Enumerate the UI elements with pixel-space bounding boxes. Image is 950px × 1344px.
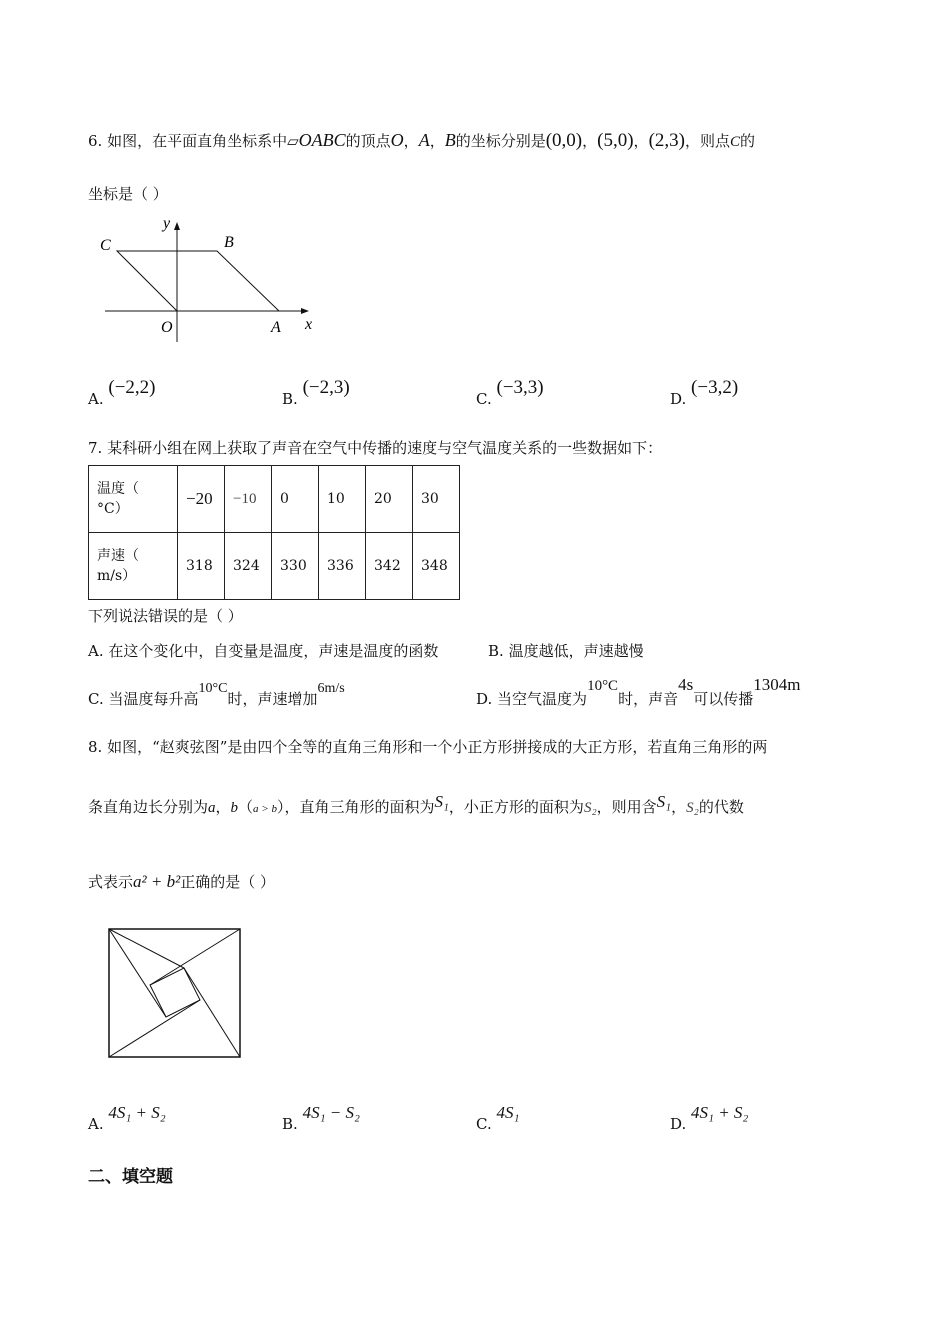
q6-coord-o: (0,0) bbox=[545, 130, 583, 151]
q8-s2: S₂ bbox=[583, 800, 597, 816]
triangle-edge bbox=[109, 929, 184, 968]
q8-option-b bbox=[282, 1103, 360, 1133]
table-cell: 20 bbox=[366, 466, 413, 533]
q6-coordinate-figure bbox=[95, 212, 335, 347]
q6-coord-b: (2,3) bbox=[648, 130, 685, 151]
table-cell: 348 bbox=[413, 533, 460, 600]
table-cell: 318 bbox=[178, 533, 225, 600]
q6-option-b bbox=[282, 377, 350, 408]
q7-number: 7. bbox=[88, 439, 103, 457]
q7-option-d-time: 4s bbox=[678, 675, 694, 694]
parallelogram-oabc bbox=[117, 251, 279, 311]
q8-line1 bbox=[88, 736, 767, 757]
q7-data-table bbox=[88, 465, 460, 600]
q8-paren-open: （ bbox=[238, 798, 254, 816]
q8-var-b: b bbox=[230, 800, 239, 816]
table-cell: 10 bbox=[319, 466, 366, 533]
table-cell: 342 bbox=[366, 533, 413, 600]
q6-stem-d: ，则点 bbox=[684, 132, 730, 150]
table-cell: 324 bbox=[225, 533, 272, 600]
label-a: A bbox=[271, 319, 281, 336]
q6-option-b-letter: B. bbox=[282, 390, 298, 408]
q8-line3-a: 式表示 bbox=[88, 873, 134, 891]
q6-comma1: ， bbox=[582, 132, 598, 150]
q8-line3-b: 正确的是（ ） bbox=[180, 873, 275, 891]
q7-option-d-part1: 当空气温度为 bbox=[497, 690, 588, 708]
q7-option-d-letter: D. bbox=[476, 690, 493, 708]
header-speed-l1: 声速（ bbox=[97, 548, 139, 564]
q8-comma: ， bbox=[215, 798, 231, 816]
q6-option-c bbox=[476, 377, 544, 408]
q7-question: 下列说法错误的是（ ） bbox=[88, 607, 243, 625]
q6-option-c-value: (−3,3) bbox=[496, 377, 544, 398]
x-axis-arrow-icon bbox=[301, 308, 309, 314]
label-b: B bbox=[224, 234, 234, 251]
q8-condition: a > b bbox=[253, 803, 277, 815]
q7-stem-text: 某科研小组在网上获取了声音在空气中传播的速度与空气温度关系的一些数据如下： bbox=[107, 439, 663, 457]
label-c: C bbox=[100, 237, 111, 254]
table-header-speed bbox=[89, 533, 178, 600]
q7-option-a-letter: A. bbox=[88, 642, 104, 660]
table-cell: 336 bbox=[319, 533, 366, 600]
q6-line1 bbox=[88, 130, 755, 152]
header-temp-l1: 温度（ bbox=[97, 481, 139, 497]
q8-s1b: S₁ bbox=[656, 792, 672, 811]
q6-stem-c: 的坐标分别是 bbox=[455, 132, 546, 150]
q8-line2 bbox=[88, 792, 744, 817]
q6-option-c-letter: C. bbox=[476, 390, 492, 408]
q7-option-d-dist: 1304m bbox=[753, 675, 801, 694]
q6-option-d bbox=[670, 377, 739, 408]
section-heading: 二、填空题 bbox=[88, 1167, 173, 1187]
q6-number: 6. bbox=[88, 132, 103, 150]
q8-option-b-value: 4S₁ − S₂ bbox=[302, 1103, 360, 1122]
header-temp-l2: °C） bbox=[97, 501, 129, 517]
q6-point-c: C bbox=[729, 134, 740, 150]
q6-line2: 坐标是（ ） bbox=[88, 185, 168, 203]
q7-option-d bbox=[476, 674, 801, 708]
q8-option-d bbox=[670, 1103, 749, 1133]
q7-option-b bbox=[488, 640, 644, 661]
q7-option-c-part2: 时，声速增加 bbox=[227, 690, 318, 708]
q6-stem-e: 的 bbox=[740, 132, 756, 150]
q6-sep1: ， bbox=[403, 132, 419, 150]
label-x: x bbox=[305, 316, 313, 333]
q7-option-b-text: 温度越低，声速越慢 bbox=[508, 642, 644, 660]
q6-option-a-value: (−2,2) bbox=[108, 377, 156, 398]
q7-option-a-text: 在这个变化中，自变量是温度，声速是温度的函数 bbox=[108, 642, 439, 660]
q8-line2-a: 条直角边长分别为 bbox=[88, 798, 209, 816]
q7-option-c-letter: C. bbox=[88, 690, 104, 708]
y-axis-arrow-icon bbox=[174, 222, 180, 230]
table-cell: −20 bbox=[178, 466, 225, 533]
q8-line2-paren-close: ），直角三角形的面积为 bbox=[276, 798, 435, 816]
table-cell: 30 bbox=[413, 466, 460, 533]
q7-option-a bbox=[88, 640, 438, 661]
outer-square bbox=[109, 929, 240, 1057]
q8-option-c-letter: C. bbox=[476, 1115, 492, 1133]
q8-option-a-value: 4S₁ + S₂ bbox=[108, 1103, 166, 1122]
triangle-edge bbox=[109, 929, 166, 1017]
triangle-edge bbox=[109, 1000, 200, 1057]
inner-square bbox=[150, 968, 200, 1017]
table-header-temperature bbox=[89, 466, 178, 533]
q8-s1: S₁ bbox=[434, 792, 449, 811]
q8-option-a bbox=[88, 1103, 166, 1133]
q6-option-a-letter: A. bbox=[88, 390, 104, 408]
q8-option-b-letter: B. bbox=[282, 1115, 298, 1133]
q6-shape-name: OABC bbox=[298, 130, 346, 150]
header-speed-l2: m/s） bbox=[97, 568, 137, 584]
q8-var-a: a bbox=[208, 800, 216, 816]
label-o: O bbox=[161, 319, 173, 336]
q6-comma2: ， bbox=[633, 132, 649, 150]
q7-option-b-letter: B. bbox=[488, 642, 504, 660]
table-row bbox=[89, 466, 460, 533]
q7-option-c-speed: 6m/s bbox=[317, 681, 345, 696]
q8-option-c bbox=[476, 1103, 520, 1133]
triangle-edge bbox=[184, 968, 240, 1057]
q6-option-d-value: (−3,2) bbox=[691, 377, 739, 398]
zhao-shuang-diagram bbox=[108, 928, 241, 1058]
q6-sep2: ， bbox=[429, 132, 445, 150]
q6-vertex-o: O bbox=[390, 130, 404, 150]
q8-option-a-letter: A. bbox=[88, 1115, 104, 1133]
q8-line3 bbox=[88, 871, 275, 892]
q6-vertex-a: A bbox=[418, 130, 430, 150]
q8-expression: a² + b² bbox=[133, 872, 181, 891]
parallelogram-icon: ▱ bbox=[287, 132, 299, 150]
q6-option-b-value: (−2,3) bbox=[302, 377, 350, 398]
table-cell: 330 bbox=[272, 533, 319, 600]
q6-coord-a: (5,0) bbox=[597, 130, 634, 151]
q7-option-d-temp: 10°C bbox=[587, 678, 619, 694]
q6-option-a bbox=[88, 377, 156, 408]
table-row bbox=[89, 533, 460, 600]
table-cell: 0 bbox=[272, 466, 319, 533]
q8-option-d-letter: D. bbox=[670, 1115, 687, 1133]
q8-line2-c: ，则用含 bbox=[596, 798, 657, 816]
q7-option-d-part2: 时，声音 bbox=[618, 690, 679, 708]
q8-comma2: ， bbox=[671, 798, 687, 816]
table-cell: −10 bbox=[225, 466, 272, 533]
q8-line2-d: 的代数 bbox=[698, 798, 744, 816]
q8-option-d-value: 4S₁ + S₂ bbox=[691, 1103, 749, 1122]
q8-s2b: S₂ bbox=[686, 800, 699, 816]
q8-line1-text: 如图，“赵爽弦图”是由四个全等的直角三角形和一个小正方形拼接成的大正方形，若直角三角形的两 bbox=[107, 738, 768, 756]
q7-option-c bbox=[88, 676, 345, 708]
q6-vertex-b: B bbox=[444, 130, 456, 150]
q8-number: 8. bbox=[88, 738, 103, 756]
q7-option-c-part1: 当温度每升高 bbox=[108, 690, 199, 708]
q8-option-c-value: 4S₁ bbox=[496, 1103, 520, 1122]
q6-stem-a: 如图，在平面直角坐标系中 bbox=[107, 132, 288, 150]
q6-stem-b: 的顶点 bbox=[345, 132, 391, 150]
q7-stem bbox=[88, 437, 662, 458]
label-y: y bbox=[163, 215, 171, 232]
q7-option-c-temp: 10°C bbox=[198, 681, 228, 696]
q8-line2-b: ，小正方形的面积为 bbox=[448, 798, 584, 816]
q7-option-d-part3: 可以传播 bbox=[693, 690, 754, 708]
q6-option-d-letter: D. bbox=[670, 390, 687, 408]
